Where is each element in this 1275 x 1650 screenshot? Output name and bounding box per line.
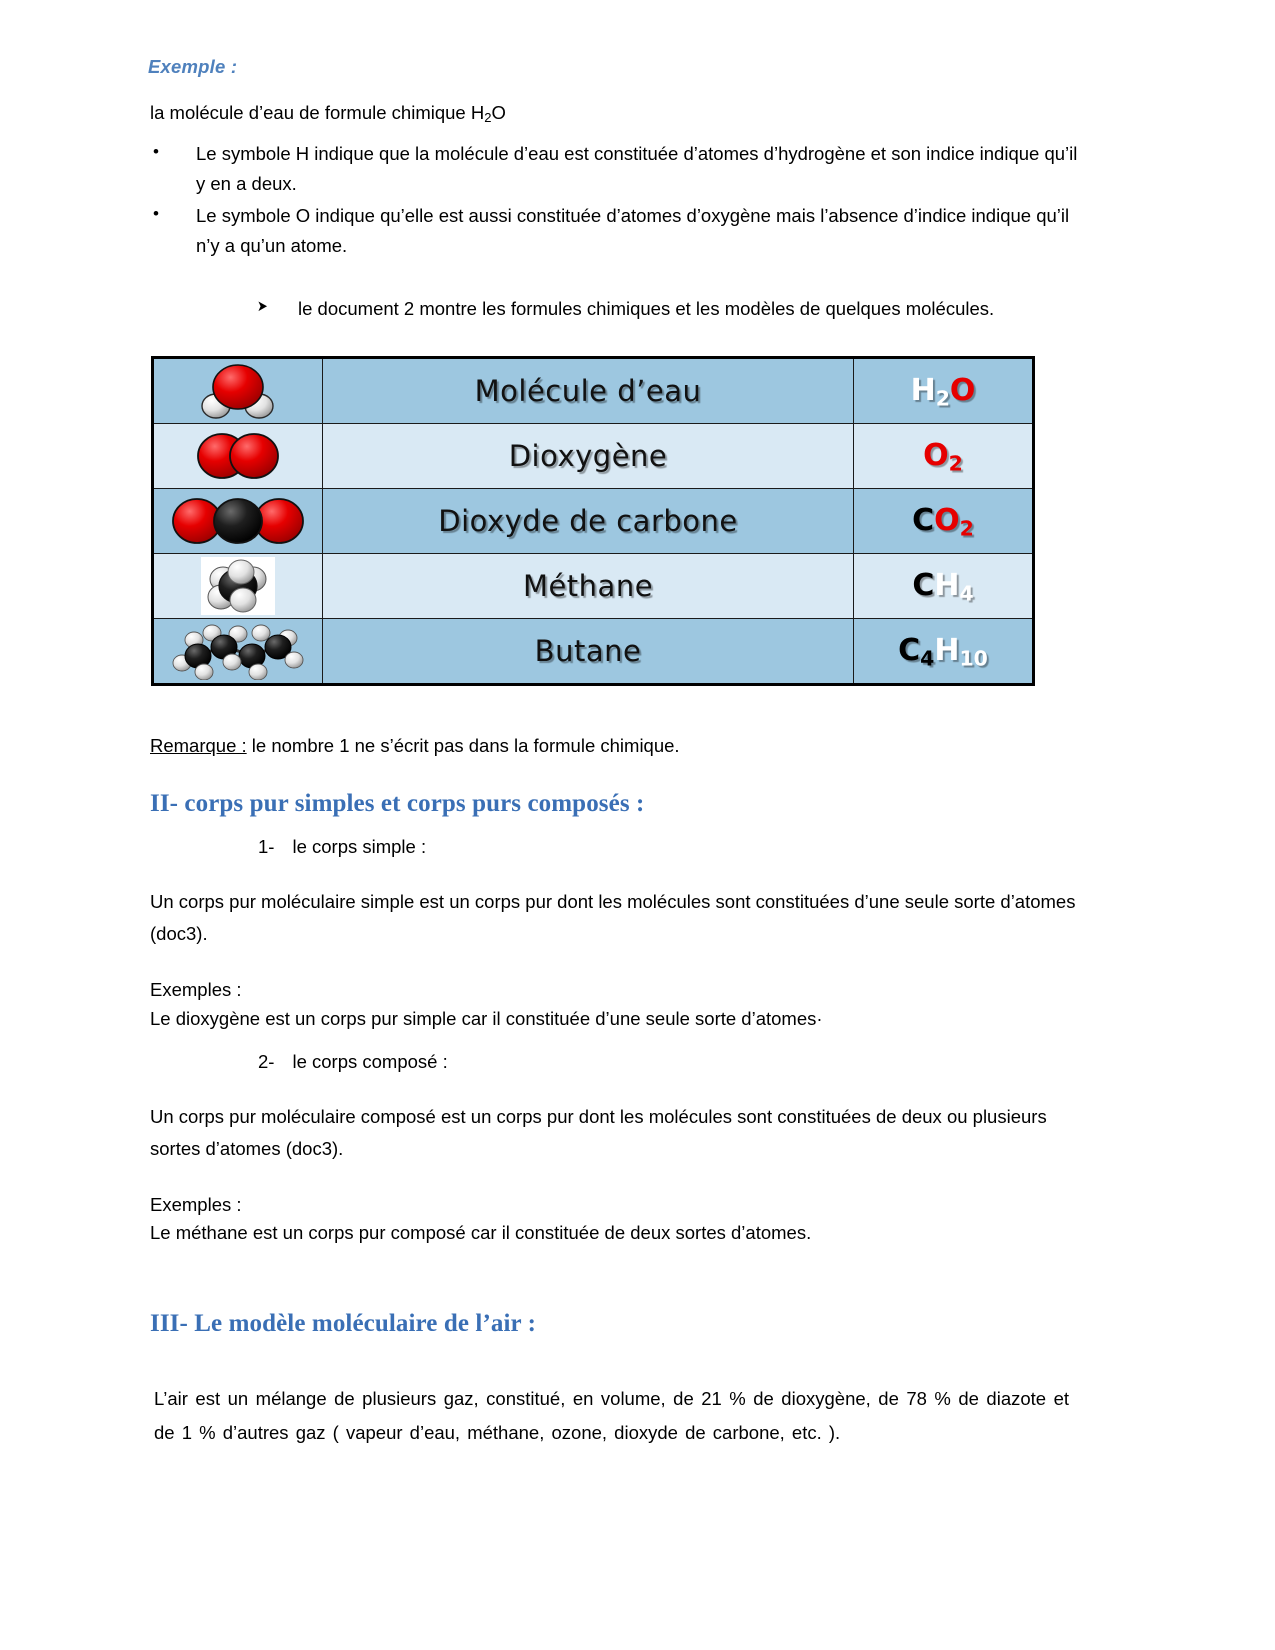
molecule-name-cell: [323, 619, 854, 685]
intro-subscript: 2: [484, 110, 492, 125]
remark-line: [150, 732, 1078, 760]
butane-molecule-model: [154, 619, 322, 683]
molecule-formula-cell: [854, 358, 1034, 424]
subheading-number: 2-: [258, 1051, 275, 1073]
list-item: • Le symbole H indique que la molécule d’eau est constituée d’atomes d’hydrogène et son indice indique qu’il y en a deux.: [148, 139, 1078, 199]
examples-block-two: [150, 1191, 1078, 1248]
dioxygen-molecule-icon: [182, 427, 294, 485]
molecule-name-cell: [323, 554, 854, 619]
molecule-name-cell: [323, 424, 854, 489]
molecule-name: Dioxygène: [508, 439, 668, 474]
carbon-dioxide-molecule-icon: [167, 492, 309, 550]
molecule-table-body: [153, 358, 1034, 685]
molecule-name: Butane: [534, 634, 642, 669]
molecule-formula: $CO_2$: [912, 502, 974, 541]
example-label: Exemple :: [148, 56, 238, 77]
molecule-table: [151, 356, 1035, 686]
molecule-formula-cell: [854, 424, 1034, 489]
subheading-label: le corps simple :: [292, 836, 427, 858]
examples-block-one: [150, 976, 1078, 1033]
examples-label: Exemples :: [150, 1193, 242, 1215]
molecule-formula-cell: [854, 619, 1034, 685]
molecule-formula-cell: [854, 489, 1034, 554]
document-content: [148, 56, 1078, 1451]
subheading-label: le corps composé :: [292, 1051, 448, 1073]
molecule-model-cell: [153, 489, 323, 554]
molecule-formula: $C_4H_{10}$: [898, 632, 988, 671]
intro-suffix: O: [491, 102, 506, 123]
table-row: [153, 358, 1034, 424]
subheading-corps-simple: [258, 836, 1078, 858]
definition-corps-compose: Un corps pur moléculaire composé est un corps pur dont les molécules sont constituées de deux ou plusieurs sortes d’atomes (doc3).: [150, 1106, 1047, 1159]
example-bullet-list: [148, 139, 1078, 261]
molecule-name: Molécule d’eau: [474, 374, 702, 409]
section-heading-two: II- corps pur simples et corps purs composés :: [150, 790, 645, 818]
molecule-model-cell: [153, 358, 323, 424]
molecule-name-cell: [323, 358, 854, 424]
molecule-model-cell: [153, 424, 323, 489]
table-row: [153, 424, 1034, 489]
section-heading-three: III- Le modèle moléculaire de l’air :: [150, 1310, 537, 1338]
carbon-dioxide-molecule-model: [154, 489, 322, 553]
remark-text: le nombre 1 ne s’écrit pas dans la formule chimique.: [246, 735, 680, 757]
remark-label: Remarque :: [150, 735, 247, 757]
methane-molecule-model: [154, 554, 322, 618]
table-row: [153, 619, 1034, 685]
molecule-name: Méthane: [522, 569, 654, 604]
methane-molecule-icon: [201, 557, 275, 615]
subheading-corps-compose: [258, 1051, 1078, 1073]
intro-line: [150, 100, 1078, 128]
examples-text: Le dioxygène est un corps pur simple car il constituée d’une seule sorte d’atomes·: [150, 1007, 823, 1029]
molecule-model-cell: [153, 619, 323, 685]
document-reference-line: ➤ le document 2 montre les formules chimiques et les modèles de quelques molécules.: [256, 295, 1078, 323]
air-composition-paragraph: L’air est un mélange de plusieurs gaz, constitué, en volume, de 21 % de dioxygène, de 78 % de diazote et de 1 % d’autres gaz ( vapeur d’eau, méthane, ozone, dioxyde de carbone, etc. ).: [154, 1388, 1069, 1444]
molecule-model-cell: [153, 554, 323, 619]
table-row: [153, 554, 1034, 619]
subheading-number: 1-: [258, 836, 275, 858]
list-item: • Le symbole O indique qu’elle est aussi constituée d’atomes d’oxygène mais l’absence d’indice indique qu’il n’y a qu’un atome.: [148, 201, 1078, 261]
examples-text: Le méthane est un corps pur composé car il constituée de deux sortes d’atomes.: [150, 1222, 812, 1244]
examples-label: Exemples :: [150, 978, 242, 1000]
butane-molecule-icon: [168, 622, 308, 680]
molecule-name-cell: [323, 489, 854, 554]
water-molecule-model: [154, 359, 322, 423]
molecule-name: Dioxyde de carbone: [438, 504, 738, 539]
molecule-formula: $O_2$: [923, 437, 963, 476]
molecule-formula: $H_2O$: [910, 372, 976, 411]
molecule-formula-cell: [854, 554, 1034, 619]
dioxygen-molecule-model: [154, 424, 322, 488]
intro-prefix: la molécule d’eau de formule chimique H: [150, 102, 485, 123]
molecule-formula: $CH_4$: [912, 567, 974, 606]
definition-corps-simple: Un corps pur moléculaire simple est un corps pur dont les molécules sont constituées d’une seule sorte d’atomes (doc3).: [150, 891, 1076, 945]
water-molecule-icon: [182, 362, 294, 420]
table-row: [153, 489, 1034, 554]
